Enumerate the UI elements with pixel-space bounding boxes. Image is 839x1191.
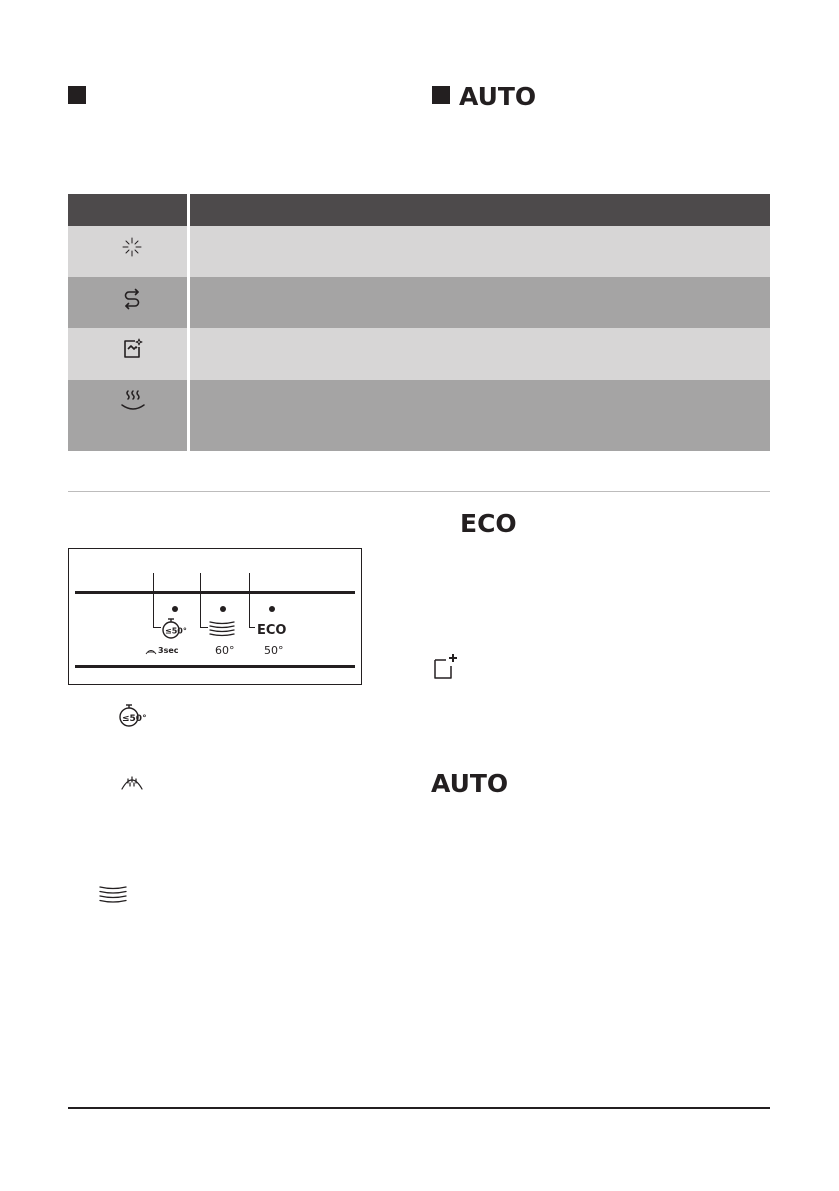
intensive-waves-icon	[208, 619, 236, 639]
steam-dry-icon	[120, 388, 144, 412]
section-marker-square-auto	[432, 86, 450, 104]
callout-line-3	[249, 573, 250, 628]
rinse-cycle-icon	[120, 286, 144, 310]
timer-50-button[interactable]	[162, 618, 188, 640]
indicator-dot-1	[172, 606, 178, 612]
timer-50-icon	[162, 618, 188, 640]
table-cell-text	[187, 226, 770, 277]
section-heading-auto: AUTO	[459, 82, 537, 111]
section-divider	[68, 491, 770, 492]
eco-button[interactable]: ECO	[257, 623, 287, 638]
panel-bottom-line	[75, 665, 355, 668]
table-row	[68, 380, 770, 451]
section-marker-square	[68, 86, 86, 104]
button-2-temp: 60°	[215, 644, 235, 657]
callout-line-2	[200, 573, 201, 628]
callout-line-1	[153, 573, 154, 628]
panel-top-line	[75, 591, 355, 594]
table-header-cell-1	[68, 194, 187, 226]
timer-50-icon	[119, 704, 147, 728]
machine-care-icon	[120, 337, 144, 361]
intensive-waves-button[interactable]	[208, 619, 236, 639]
indicator-dot-3	[269, 606, 275, 612]
table-row	[68, 328, 770, 380]
intensive-waves-icon	[98, 884, 128, 906]
footer-rule	[68, 1107, 770, 1109]
table-cell-text	[187, 328, 770, 380]
table-row	[68, 277, 770, 328]
extra-load-icon	[432, 652, 460, 682]
spray-arm-icon	[120, 769, 144, 791]
eco-heading: ECO	[460, 509, 517, 538]
button-3-temp: 50°	[264, 644, 284, 657]
button-1-subtext: 3sec	[158, 646, 179, 655]
timer-label: ≤50°	[122, 714, 147, 724]
auto-heading: AUTO	[431, 769, 509, 798]
table-header	[68, 194, 770, 226]
control-panel-illustration	[68, 548, 362, 685]
rinse-spray-small-icon	[145, 645, 157, 655]
timer-label: ≤50°	[165, 626, 187, 636]
table-row	[68, 226, 770, 277]
sparkle-icon	[120, 235, 144, 259]
options-table	[68, 194, 770, 451]
table-header-cell-2	[187, 194, 770, 226]
table-cell-text	[187, 380, 770, 451]
table-cell-text	[187, 277, 770, 328]
indicator-dot-2	[220, 606, 226, 612]
